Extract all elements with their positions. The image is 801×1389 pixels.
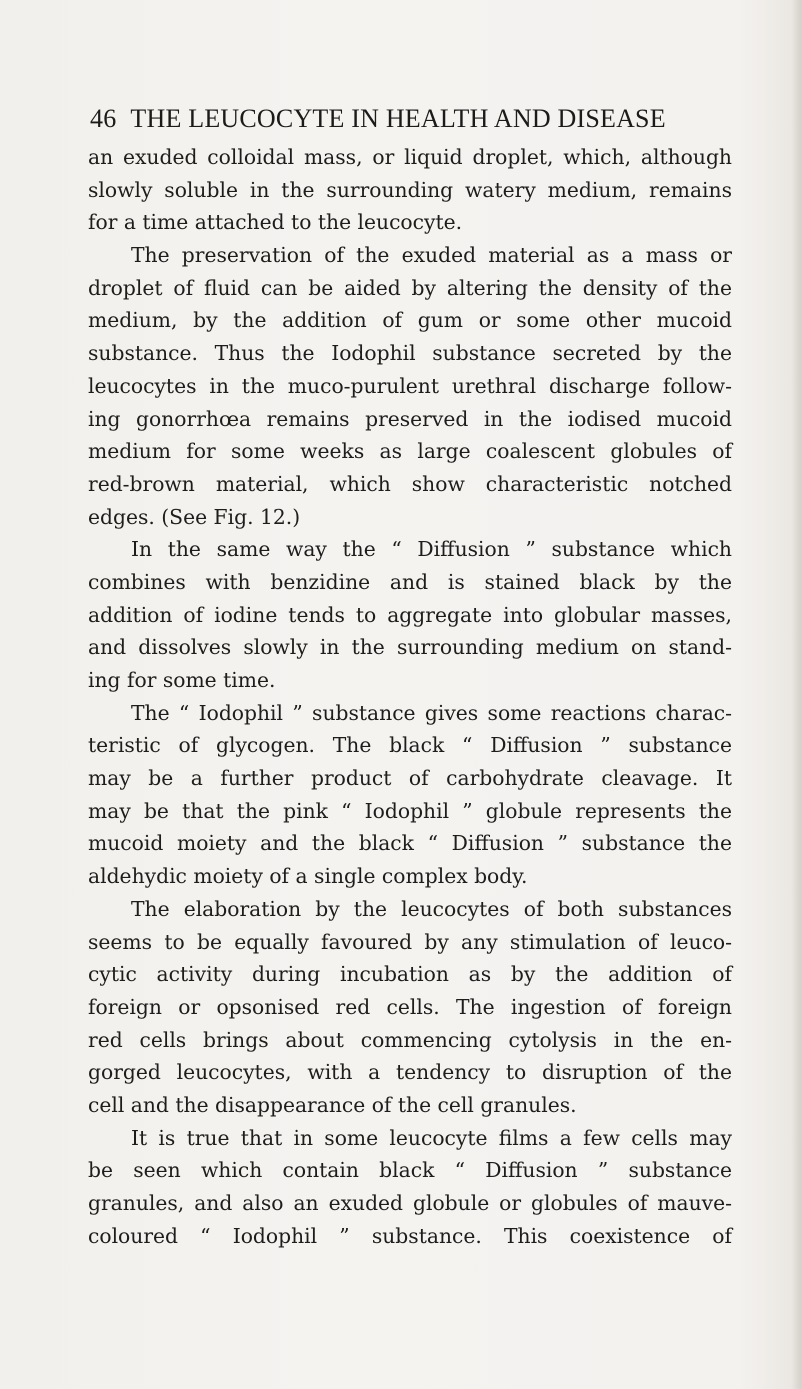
text-line: may be a further product of carbohydrate cleavage. It [88,766,732,791]
text-line: In the same way the “ Diffusion ” substance which [131,537,732,562]
text-line: edges. (See Fig. 12.) [88,504,301,529]
text-line: substance. Thus the Iodophil substance secreted by the [88,341,732,366]
text-line: teristic of glycogen. The black “ Diffusion ” substance [88,733,732,758]
body-text [88,141,732,1252]
text-line: red cells brings about commencing cytolysis in the en- [88,1027,732,1052]
text-line: aldehydic moiety of a single complex body. [88,864,528,889]
page-edge-shadow [791,0,801,1389]
text-line: be seen which contain black “ Diffusion ” substance [88,1158,732,1183]
text-line: The “ Iodophil ” substance gives some reactions charac- [131,700,732,725]
running-title: THE LEUCOCYTE IN HEALTH AND DISEASE [130,104,666,133]
text-line: ing gonorrhœa remains preserved in the iodised mucoid [88,406,732,431]
text-line: for a time attached to the leucocyte. [88,210,463,235]
text-line: mucoid moiety and the black “ Diffusion ” substance the [88,831,732,856]
text-line: The preservation of the exuded material as a mass or [131,243,732,268]
text-line: red-brown material, which show characteristic notched [88,471,732,496]
text-line: combines with benzidine and is stained black by the [88,569,732,594]
text-line: cytic activity during incubation as by the addition of [88,962,732,987]
text-line: slowly soluble in the surrounding watery medium, remains [88,177,732,202]
text-line: cell and the disappearance of the cell granules. [88,1092,577,1117]
text-line: The elaboration by the leucocytes of both substances [131,896,732,921]
text-line: droplet of fluid can be aided by altering the density of the [88,275,732,300]
text-line: may be that the pink “ Iodophil ” globule represents the [88,798,732,823]
text-line: granules, and also an exuded globule or globules of mauve- [88,1191,732,1215]
text-line: It is true that in some leucocyte films a few cells may [131,1125,732,1150]
page-number: 46 [90,104,117,133]
text-line: leucocytes in the muco-purulent urethral discharge follow- [88,373,732,398]
text-line: coloured “ Iodophil ” substance. This coexistence of [88,1223,732,1248]
text-line: seems to be equally favoured by any stimulation of leuco- [88,929,732,954]
text-line: an exuded colloidal mass, or liquid droplet, which, although [88,145,732,169]
text-line: and dissolves slowly in the surrounding medium on stand- [88,635,732,660]
text-line: medium for some weeks as large coalescent globules of [88,439,732,464]
text-line: medium, by the addition of gum or some other mucoid [88,308,732,333]
running-head [90,104,730,140]
text-line: gorged leucocytes, with a tendency to disruption of the [88,1060,732,1085]
text-line: foreign or opsonised red cells. The ingestion of foreign [88,994,732,1019]
text-line: ing for some time. [88,668,276,692]
text-line: addition of iodine tends to aggregate into globular masses, [88,602,732,627]
